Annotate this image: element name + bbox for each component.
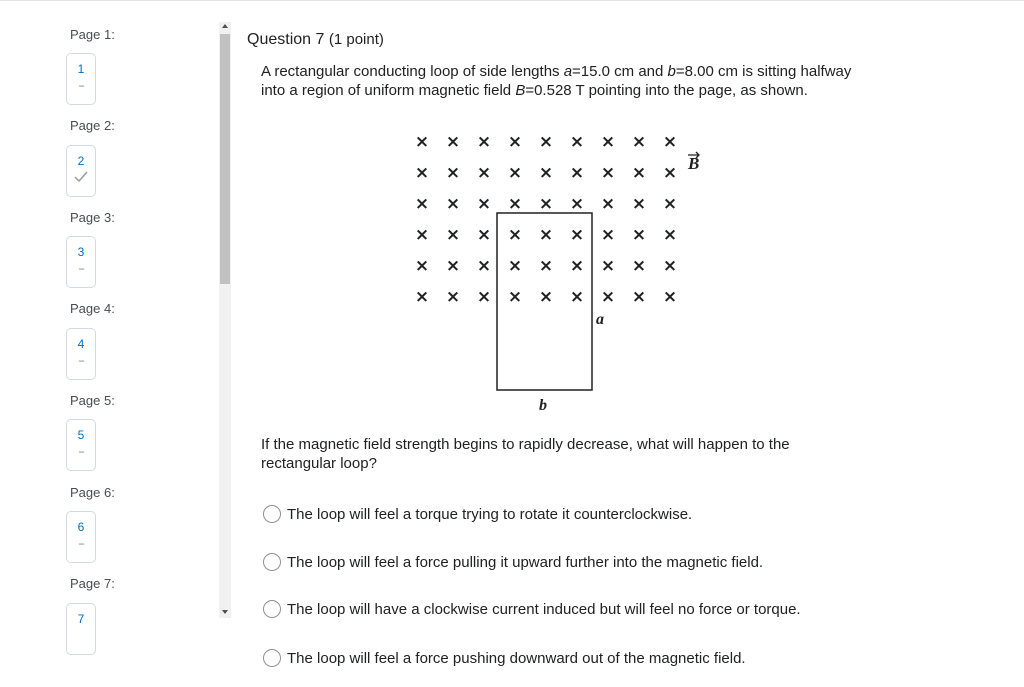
page-navigator — [0, 0, 218, 626]
choice-3[interactable] — [263, 598, 801, 620]
page-5-button[interactable] — [66, 419, 96, 471]
field-into-page-icon: × — [600, 194, 616, 214]
page-label-2: Page 2: — [70, 118, 115, 133]
field-into-page-icon: × — [445, 287, 461, 307]
field-into-page-icon: × — [476, 225, 492, 245]
field-into-page-icon: × — [414, 287, 430, 307]
page-status-unanswered: -- — [78, 446, 84, 458]
field-into-page-icon: × — [569, 256, 585, 276]
stem-text: =15.0 cm and — [572, 63, 668, 80]
stem-var-B: B — [515, 82, 526, 99]
page-number: 1 — [77, 62, 85, 76]
choice-label: The loop will feel a force pulling it upward further into the magnetic field. — [287, 553, 764, 571]
field-into-page-icon: × — [569, 163, 585, 183]
page-label-5: Page 5: — [70, 393, 115, 408]
field-into-page-icon: × — [569, 194, 585, 214]
question-stem — [261, 62, 871, 100]
page-2-button[interactable] — [66, 145, 96, 197]
field-into-page-icon: × — [662, 225, 678, 245]
field-label-B: B — [688, 154, 700, 173]
page-3-button[interactable] — [66, 236, 96, 288]
field-into-page-icon: × — [538, 132, 554, 152]
field-into-page-icon: × — [538, 163, 554, 183]
field-into-page-icon: × — [445, 225, 461, 245]
side-b-label: b — [539, 397, 547, 414]
field-into-page-icon: × — [445, 256, 461, 276]
field-into-page-icon: × — [600, 256, 616, 276]
scroll-up-arrow-icon[interactable] — [222, 24, 228, 28]
field-into-page-icon: × — [631, 194, 647, 214]
field-into-page-icon: × — [600, 163, 616, 183]
side-a-label: a — [596, 311, 604, 328]
page-label-7: Page 7: — [70, 576, 115, 591]
field-into-page-icon: × — [662, 132, 678, 152]
field-into-page-icon: × — [507, 194, 523, 214]
field-into-page-icon: × — [507, 256, 523, 276]
choice-4[interactable] — [263, 647, 746, 669]
field-into-page-icon: × — [631, 225, 647, 245]
field-into-page-icon: × — [538, 225, 554, 245]
field-into-page-icon: × — [600, 287, 616, 307]
scroll-down-arrow-icon[interactable] — [222, 610, 228, 614]
field-into-page-icon: × — [476, 163, 492, 183]
choice-2[interactable] — [263, 551, 763, 573]
page-status-unanswered: -- — [78, 538, 84, 550]
stem-text: =8.00 cm is sitting halfway into a region of uniform magnetic field — [261, 63, 852, 99]
field-into-page-icon: × — [662, 256, 678, 276]
page-number: 3 — [77, 245, 85, 259]
choice-label: The loop will feel a force pushing downward out of the magnetic field. — [287, 649, 746, 667]
field-into-page-icon: × — [631, 132, 647, 152]
field-into-page-icon: × — [662, 163, 678, 183]
field-into-page-icon: × — [569, 132, 585, 152]
field-into-page-icon: × — [476, 194, 492, 214]
page-label-4: Page 4: — [70, 301, 115, 316]
field-into-page-icon: × — [507, 132, 523, 152]
page-label-1: Page 1: — [70, 27, 115, 42]
page-number: 6 — [77, 520, 85, 534]
radio-button[interactable] — [263, 649, 281, 667]
field-into-page-icon: × — [600, 225, 616, 245]
field-into-page-icon: × — [445, 194, 461, 214]
field-into-page-icon: × — [600, 132, 616, 152]
page-status-unanswered: -- — [78, 355, 84, 367]
page-number: 2 — [77, 154, 85, 168]
choice-label: The loop will have a clockwise current induced but will feel no force or torque. — [287, 600, 801, 618]
field-into-page-icon: × — [445, 132, 461, 152]
stem-var-b: b — [667, 63, 676, 80]
page-number: 5 — [77, 428, 85, 442]
page-6-button[interactable] — [66, 511, 96, 563]
question-prompt: If the magnetic field strength begins to rapidly decrease, what will happen to the rectangular loop? — [261, 436, 790, 472]
field-into-page-icon: × — [569, 287, 585, 307]
radio-button[interactable] — [263, 600, 281, 618]
field-into-page-icon: × — [538, 256, 554, 276]
magnetic-field-grid — [415, 132, 677, 307]
field-into-page-icon: × — [538, 194, 554, 214]
page-number: 4 — [77, 337, 85, 351]
field-into-page-icon: × — [476, 287, 492, 307]
scroll-thumb[interactable] — [220, 34, 230, 284]
page-label-3: Page 3: — [70, 210, 115, 225]
field-into-page-icon: × — [631, 256, 647, 276]
radio-button[interactable] — [263, 553, 281, 571]
field-into-page-icon: × — [414, 225, 430, 245]
field-into-page-icon: × — [538, 287, 554, 307]
page-7-button[interactable] — [66, 603, 96, 655]
field-into-page-icon: × — [414, 132, 430, 152]
field-into-page-icon: × — [631, 287, 647, 307]
field-into-page-icon: × — [507, 287, 523, 307]
stem-var-a: a — [563, 63, 573, 80]
stem-text: =0.528 T pointing into the page, as shown. — [525, 82, 808, 99]
question-number: Question 7 — [247, 31, 325, 48]
choice-label: The loop will feel a torque trying to rotate it counterclockwise. — [287, 505, 693, 523]
page-1-button[interactable] — [66, 53, 96, 105]
page-status-unanswered: -- — [78, 263, 84, 275]
field-into-page-icon: × — [569, 225, 585, 245]
field-into-page-icon: × — [414, 194, 430, 214]
page-number: 7 — [77, 612, 85, 626]
field-into-page-icon: × — [414, 163, 430, 183]
field-into-page-icon: × — [631, 163, 647, 183]
page-4-button[interactable] — [66, 328, 96, 380]
page-label-6: Page 6: — [70, 485, 115, 500]
field-into-page-icon: × — [445, 163, 461, 183]
nav-scrollbar[interactable] — [219, 22, 231, 618]
question-title — [247, 31, 384, 49]
field-into-page-icon: × — [414, 256, 430, 276]
check-icon — [67, 171, 95, 185]
field-into-page-icon: × — [507, 163, 523, 183]
field-into-page-icon: × — [476, 132, 492, 152]
choice-1[interactable] — [263, 503, 692, 525]
field-into-page-icon: × — [507, 225, 523, 245]
field-into-page-icon: × — [476, 256, 492, 276]
question-points: (1 point) — [328, 31, 384, 48]
magnetic-field-figure — [400, 125, 710, 420]
field-into-page-icon: × — [662, 194, 678, 214]
radio-button[interactable] — [263, 505, 281, 523]
stem-text: A rectangular conducting loop of side lengths — [261, 63, 564, 80]
field-into-page-icon: × — [662, 287, 678, 307]
page-status-unanswered: -- — [78, 80, 84, 92]
